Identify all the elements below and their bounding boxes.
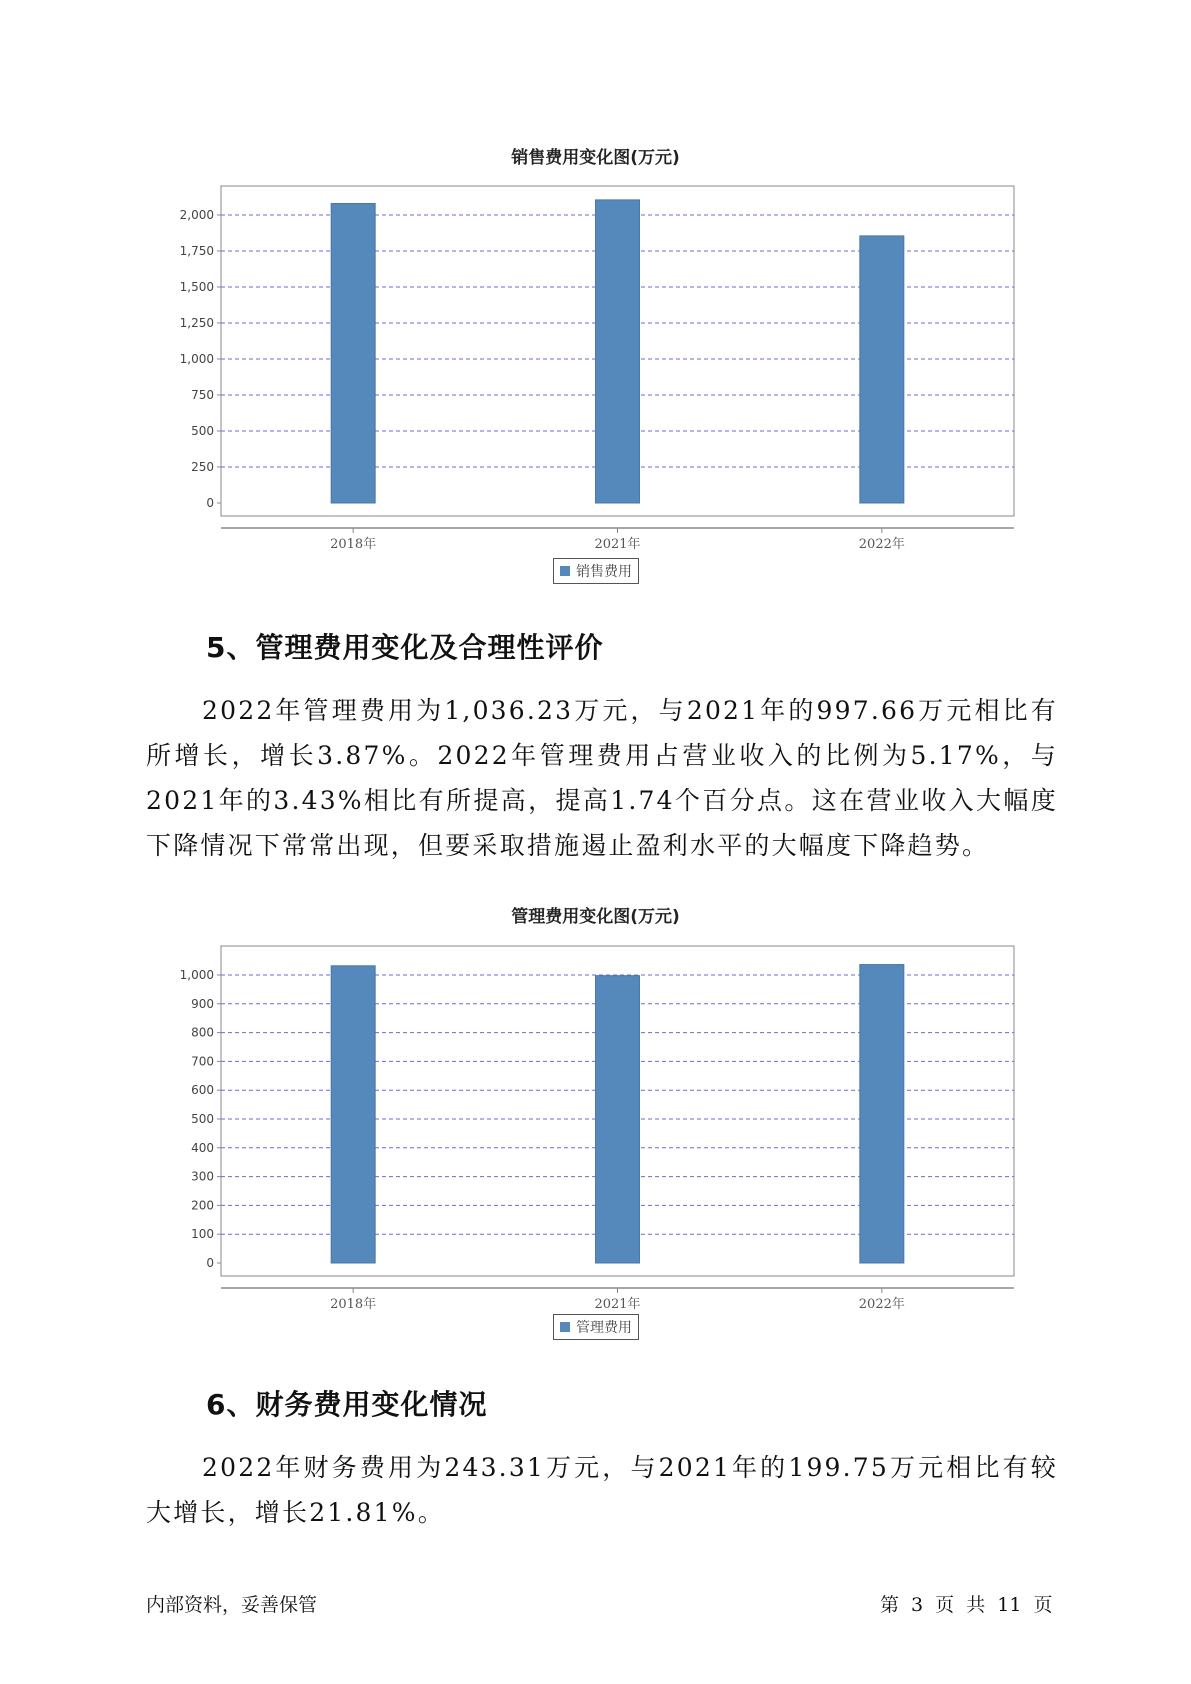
- x-tick-label: 2021年: [594, 537, 641, 550]
- y-tick-label: 900: [191, 996, 214, 1011]
- paragraph-admin-expense: 2022年管理费用为1,036.23万元，与2021年的997.66万元相比有所增长，增长3.87%。2022年管理费用占营业收入的比例为5.17%，与2021年的3.43%相比有所提高，提高1.74个百分点。这在营业收入大幅度下降情况下常常出现，但要采取措施遏止盈利水平的大幅度下降趋势。: [146, 696, 1058, 860]
- y-tick-label: 250: [191, 460, 214, 474]
- legend-swatch: [560, 566, 570, 576]
- y-tick-label: 1,000: [179, 352, 214, 366]
- y-tick-label: 700: [191, 1054, 214, 1069]
- bar: [596, 976, 640, 1263]
- paragraph-finance-expense: 2022年财务费用为243.31万元，与2021年的199.75万元相比有较大增长，增长21.81%。: [146, 1453, 1058, 1527]
- legend-swatch: [560, 1322, 570, 1332]
- y-tick-label: 0: [206, 496, 214, 510]
- legend-label: 管理费用: [576, 1320, 632, 1336]
- y-tick-label: 750: [191, 388, 214, 402]
- footer-confidential-note: 内部资料，妥善保管: [146, 1594, 318, 1616]
- x-tick-label: 2018年: [330, 537, 377, 550]
- y-tick-label: 1,500: [179, 280, 214, 294]
- y-tick-label: 300: [191, 1169, 214, 1184]
- x-tick-label: 2021年: [594, 1297, 641, 1310]
- legend-label: 销售费用: [576, 564, 632, 580]
- y-tick-label: 1,000: [179, 968, 214, 982]
- y-tick-label: 100: [191, 1227, 214, 1242]
- y-tick-label: 200: [191, 1198, 214, 1213]
- y-tick-label: 500: [191, 1112, 214, 1126]
- x-tick-label: 2018年: [330, 1297, 377, 1310]
- x-tick-label: 2022年: [858, 1297, 905, 1310]
- y-tick-label: 500: [191, 424, 214, 438]
- y-tick-label: 600: [191, 1083, 214, 1098]
- bar: [860, 965, 904, 1263]
- chart-legend: [553, 558, 639, 584]
- bar: [331, 966, 375, 1263]
- chart-title: 管理费用变化图(万元): [511, 907, 680, 927]
- bar: [331, 203, 375, 503]
- y-tick-label: 800: [191, 1025, 214, 1040]
- bar: [596, 200, 640, 503]
- y-tick-label: 0: [206, 1256, 214, 1270]
- footer-page-number: 第 3 页 共 11 页: [880, 1594, 1053, 1616]
- y-tick-label: 1,250: [179, 316, 214, 330]
- x-tick-label: 2022年: [858, 537, 905, 550]
- bar: [860, 236, 904, 503]
- section-heading-finance-expense: 6、财务费用变化情况: [206, 1388, 488, 1421]
- y-tick-label: 2,000: [179, 208, 214, 222]
- y-tick-label: 1,750: [179, 244, 214, 258]
- chart-title: 销售费用变化图(万元): [511, 148, 680, 168]
- sales-expense-chart-svg: [0, 170, 1191, 550]
- section-heading-admin-expense: 5、管理费用变化及合理性评价: [206, 631, 604, 664]
- y-tick-label: 400: [191, 1140, 214, 1155]
- admin-expense-chart-svg: [0, 930, 1191, 1310]
- chart-legend: [553, 1314, 639, 1340]
